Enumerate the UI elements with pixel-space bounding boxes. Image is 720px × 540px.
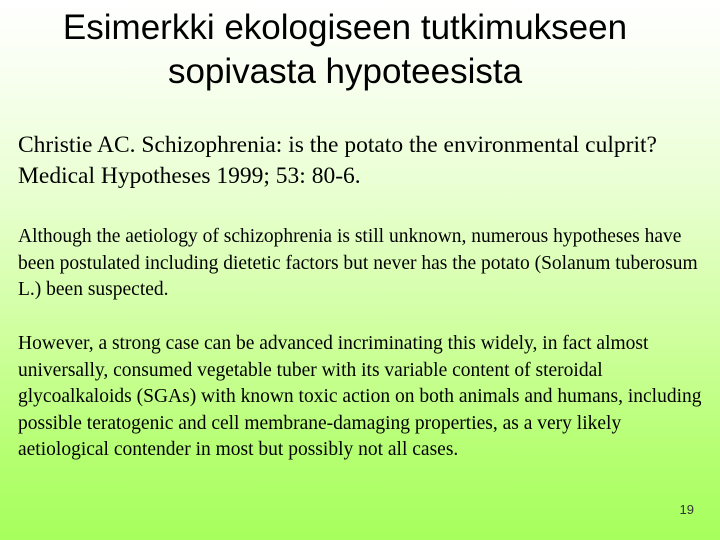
slide-title-line-2: sopivasta hypoteesista (167, 52, 523, 91)
abstract-paragraph-1: Although the aetiology of schizophrenia is still unknown, numerous hypotheses have been postulated including dietetic factors but never has the potato (Solanum tuberosum L.) been suspected. (18, 226, 698, 300)
page-number: 19 (679, 502, 694, 517)
citation-text: Christie AC. Schizophrenia: is the potato the environmental culprit? Medical Hypotheses 1999; 53: 80-6. (18, 132, 657, 189)
slide-title (0, 6, 690, 94)
abstract-paragraph-2: However, a strong case can be advanced incriminating this widely, in fact almost universally, consumed vegetable tuber with its variable content of steroidal glycoalkaloids (SGAs) with known toxic action on both animals and humans, including possible teratogenic and cell membrane-damaging properties, as a very likely aetiological contender in most but possibly not all cases. (18, 333, 702, 460)
slide-title-line-1: Esimerkki ekologiseen tutkimukseen (62, 8, 628, 47)
